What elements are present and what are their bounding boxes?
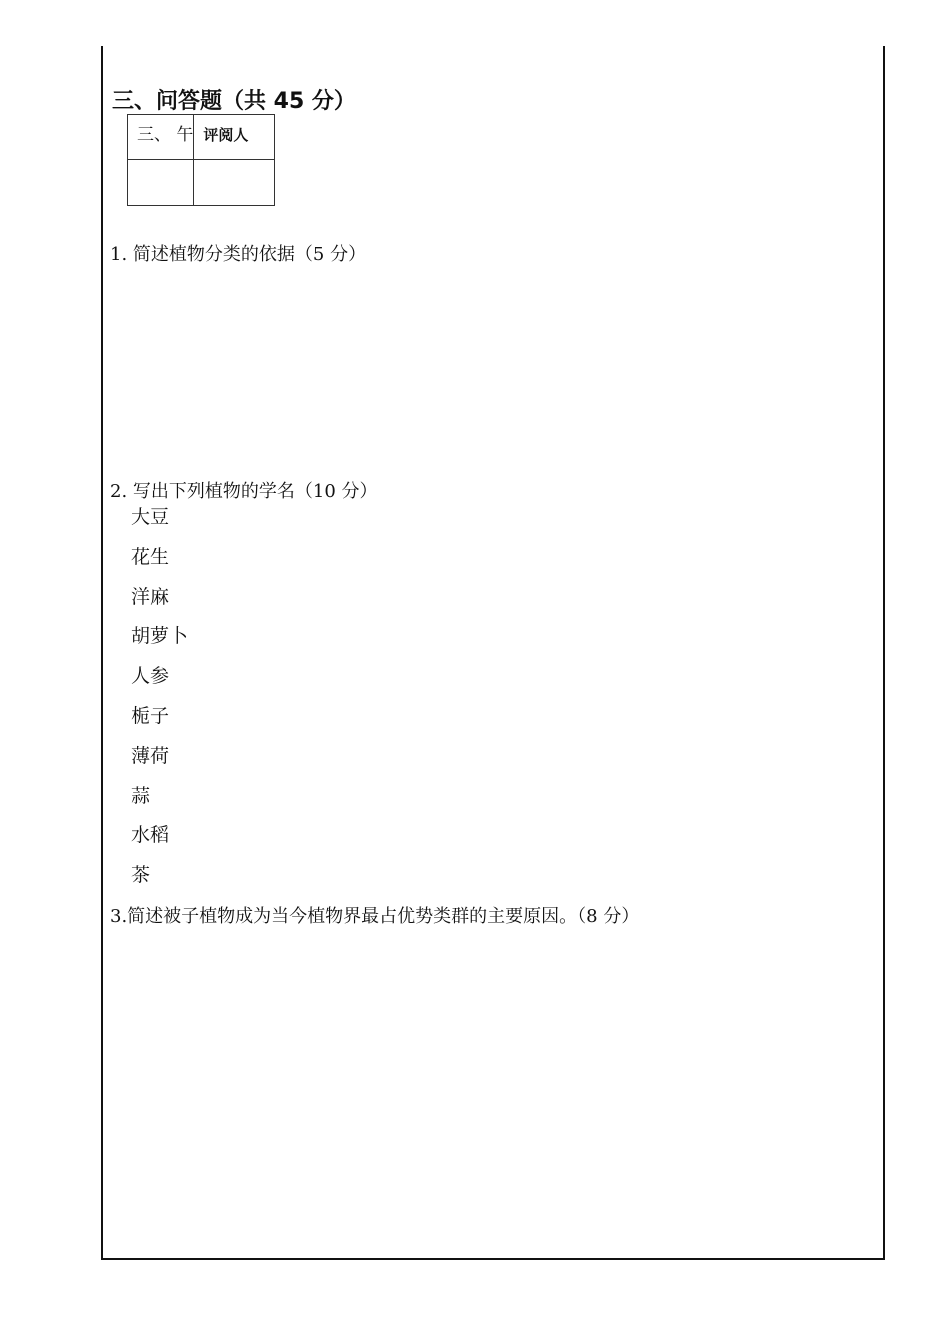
plant-item: 茶	[131, 864, 151, 887]
reviewer-entry-cell[interactable]	[194, 160, 275, 206]
plant-item: 蒜	[131, 784, 151, 807]
reviewer-header-cell	[194, 115, 275, 160]
plant-item: 人参	[131, 665, 170, 688]
score-entry-cell[interactable]	[128, 160, 194, 206]
score-table-header-row	[128, 115, 275, 160]
plant-item: 栀子	[131, 704, 170, 727]
plant-item: 水稻	[131, 824, 170, 847]
score-table	[127, 114, 275, 206]
section-title: 三、问答题（共 45 分）	[112, 89, 356, 114]
plant-list	[131, 503, 188, 901]
question-2: 2. 写出下列植物的学名（10 分）	[110, 481, 378, 502]
page-border-frame	[101, 46, 885, 1260]
plant-item: 花生	[131, 545, 170, 568]
plant-item: 大豆	[131, 506, 170, 528]
plant-item: 薄荷	[131, 744, 170, 767]
reviewer-header-label: 评阅人	[203, 126, 249, 144]
question-1: 1. 简述植物分类的依据（5 分）	[110, 244, 367, 265]
score-header-cell	[128, 115, 194, 160]
plant-item: 洋麻	[131, 585, 170, 608]
question-3: 3.简述被子植物成为当今植物界最占优势类群的主要原因。（8 分）	[110, 906, 640, 927]
score-table-entry-row	[128, 160, 275, 206]
score-header-label: 三、 午	[137, 125, 194, 145]
plant-item: 胡萝卜	[131, 625, 189, 648]
